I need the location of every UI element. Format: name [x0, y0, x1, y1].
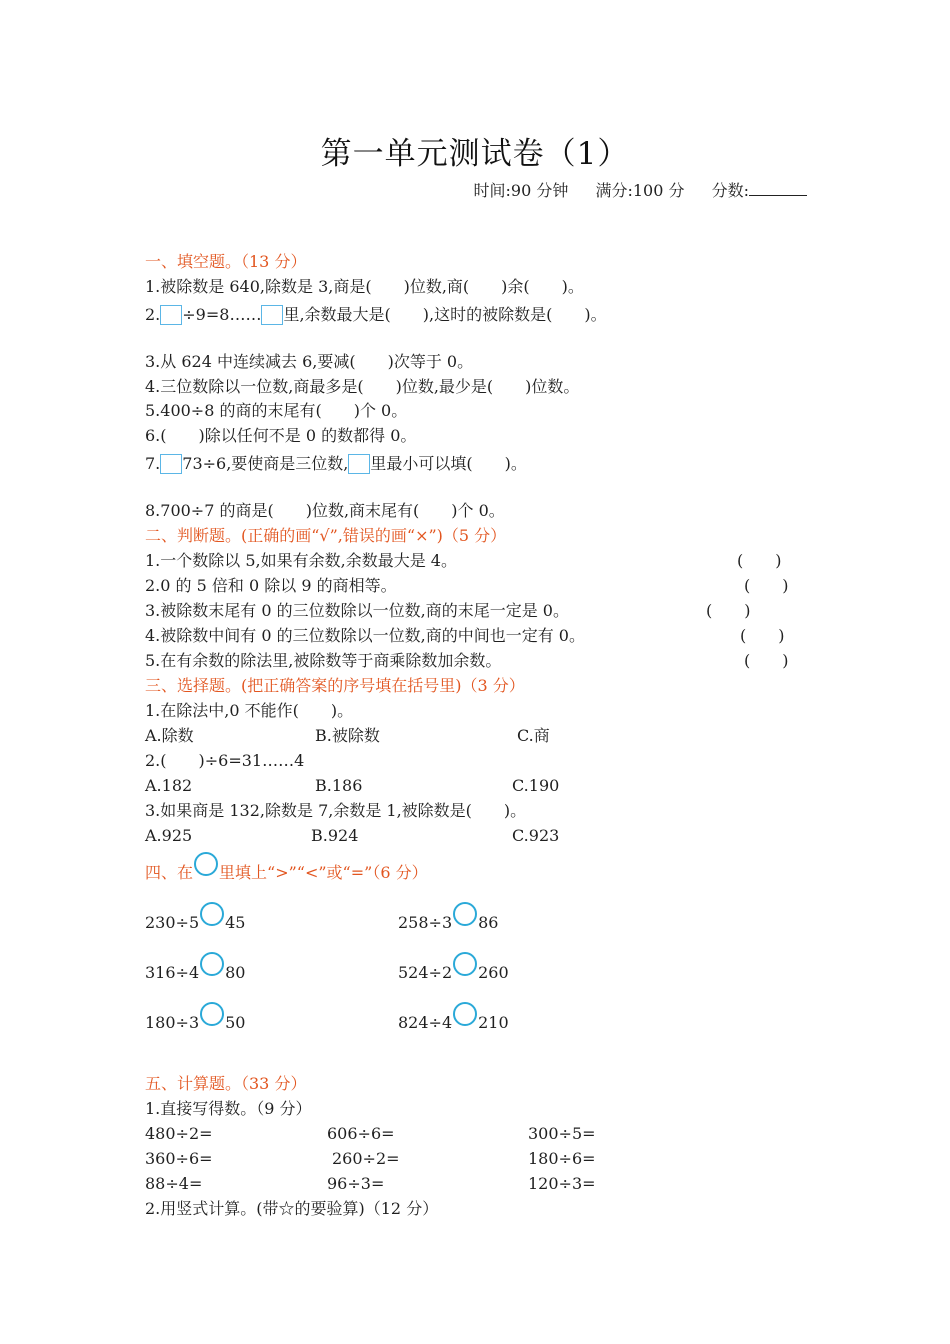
calc-item: 88÷4=: [145, 1174, 203, 1193]
calc-item: 606÷6=: [327, 1124, 395, 1143]
section-2-heading: 二、判断题。(正确的画“√”,错误的画“×”)（5 分）: [145, 526, 507, 545]
calc-item: 96÷3=: [327, 1174, 385, 1193]
calc-item: 480÷2=: [145, 1124, 213, 1143]
choice-option[interactable]: C.商: [517, 726, 550, 745]
fill-q2: 2. ÷9=8…… 里,余数最大是( ),这时的被除数是( )。: [145, 305, 607, 324]
choice-option[interactable]: C.190: [512, 776, 560, 795]
compare-circle[interactable]: [200, 952, 224, 976]
compare-item: 258÷3 86: [398, 902, 498, 933]
choice-option[interactable]: A.182: [145, 776, 193, 795]
choice-q2: 2.( )÷6=31……4: [145, 751, 305, 770]
compare-item: 230÷5 45: [145, 902, 245, 933]
choice-q1: 1.在除法中,0 不能作( )。: [145, 701, 354, 720]
calc-item: 300÷5=: [528, 1124, 596, 1143]
compare-circle[interactable]: [453, 1002, 477, 1026]
calc-sub-1: 1.直接写得数。（9 分）: [145, 1099, 312, 1118]
section-4-heading: 四、在 里填上“>”“<”或“=”（6 分）: [145, 852, 428, 883]
section-1-heading: 一、填空题。（13 分）: [145, 252, 307, 271]
answer-box[interactable]: [160, 454, 182, 474]
fill-q1: 1.被除数是 640,除数是 3,商是( )位数,商( )余( )。: [145, 277, 584, 296]
choice-option[interactable]: B.被除数: [315, 726, 380, 745]
section-5-heading: 五、计算题。（33 分）: [145, 1074, 307, 1093]
fill-q8: 8.700÷7 的商是( )位数,商末尾有( )个 0。: [145, 501, 505, 520]
score-label: 分数:: [712, 181, 807, 200]
score-blank[interactable]: [749, 180, 807, 196]
full-score: 满分:100 分: [595, 181, 685, 200]
calc-item: 120÷3=: [528, 1174, 596, 1193]
judge-answer-paren[interactable]: ( ): [740, 626, 785, 645]
compare-circle[interactable]: [453, 902, 477, 926]
judge-item-2: 2.0 的 5 倍和 0 除以 9 的商相等。: [145, 576, 397, 595]
judge-item-1: 1.一个数除以 5,如果有余数,余数最大是 4。: [145, 551, 457, 570]
answer-box[interactable]: [160, 305, 182, 325]
judge-answer-paren[interactable]: ( ): [744, 651, 789, 670]
compare-item: 824÷4 210: [398, 1002, 509, 1033]
fill-q7: 7. 73÷6,要使商是三位数, 里最小可以填( )。: [145, 454, 527, 473]
judge-item-3: 3.被除数末尾有 0 的三位数除以一位数,商的末尾一定是 0。: [145, 601, 569, 620]
choice-option[interactable]: C.923: [512, 826, 560, 845]
judge-answer-paren[interactable]: ( ): [706, 601, 751, 620]
fill-q4: 4.三位数除以一位数,商最多是( )位数,最少是( )位数。: [145, 377, 580, 396]
judge-item-4: 4.被除数中间有 0 的三位数除以一位数,商的中间也一定有 0。: [145, 626, 585, 645]
choice-option[interactable]: A.除数: [145, 726, 194, 745]
time-limit: 时间:90 分钟: [473, 181, 569, 200]
choice-q3: 3.如果商是 132,除数是 7,余数是 1,被除数是( )。: [145, 801, 527, 820]
choice-option[interactable]: B.186: [315, 776, 363, 795]
judge-item-5: 5.在有余数的除法里,被除数等于商乘除数加余数。: [145, 651, 502, 670]
compare-item: 524÷2 260: [398, 952, 509, 983]
page-title: 第一单元测试卷（1）: [320, 136, 630, 172]
compare-item: 180÷3 50: [145, 1002, 245, 1033]
answer-box[interactable]: [348, 454, 370, 474]
calc-item: 180÷6=: [528, 1149, 596, 1168]
calc-item: 360÷6=: [145, 1149, 213, 1168]
compare-circle[interactable]: [200, 1002, 224, 1026]
choice-option[interactable]: A.925: [145, 826, 193, 845]
section-3-heading: 三、选择题。(把正确答案的序号填在括号里)（3 分）: [145, 676, 525, 695]
judge-answer-paren[interactable]: ( ): [737, 551, 782, 570]
calc-item: 260÷2=: [332, 1149, 400, 1168]
calc-sub-2: 2.用竖式计算。(带☆的要验算)（12 分）: [145, 1199, 439, 1218]
fill-q5: 5.400÷8 的商的末尾有( )个 0。: [145, 401, 408, 420]
choice-option[interactable]: B.924: [311, 826, 359, 845]
exam-meta: [452, 178, 807, 201]
compare-circle[interactable]: [453, 952, 477, 976]
fill-q3: 3.从 624 中连续减去 6,要减( )次等于 0。: [145, 352, 474, 371]
answer-box[interactable]: [261, 305, 283, 325]
circle-icon: [194, 852, 218, 876]
fill-q6: 6.( )除以任何不是 0 的数都得 0。: [145, 426, 417, 445]
judge-answer-paren[interactable]: ( ): [744, 576, 789, 595]
compare-item: 316÷4 80: [145, 952, 245, 983]
compare-circle[interactable]: [200, 902, 224, 926]
